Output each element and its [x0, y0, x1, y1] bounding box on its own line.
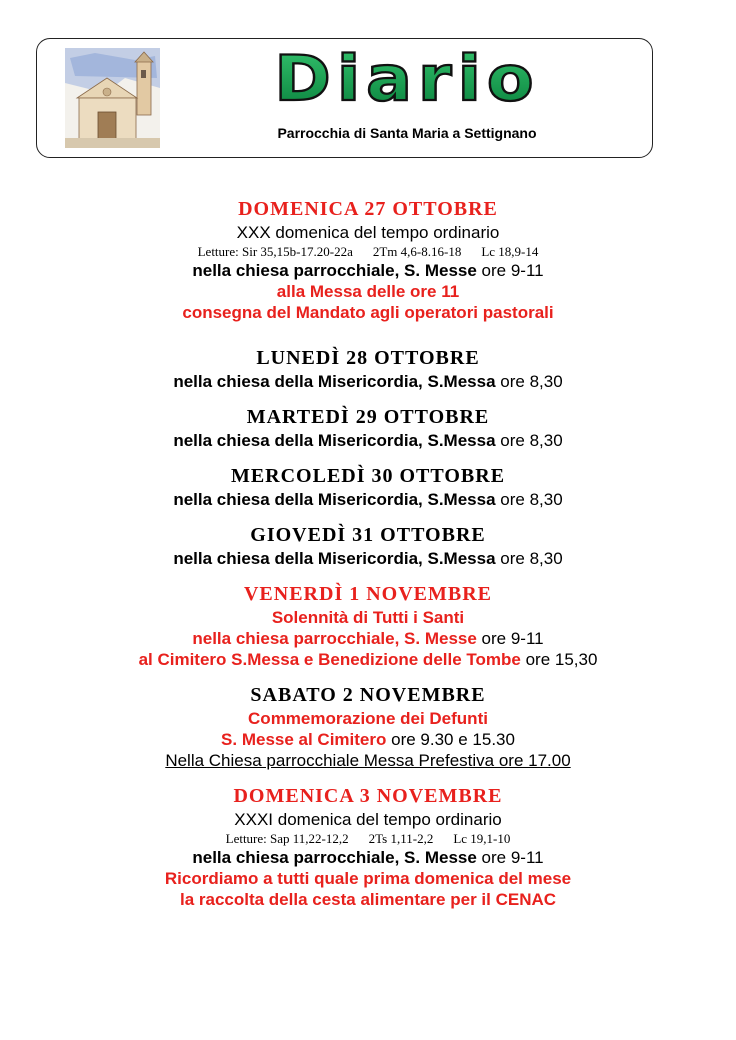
- day-title: GIOVEDÌ 31 OTTOBRE: [250, 524, 486, 546]
- day-block: [0, 682, 736, 771]
- day-title: LUNEDÌ 28 OTTOBRE: [256, 347, 480, 369]
- day-title: DOMENICA 3 NOVEMBRE: [233, 785, 503, 807]
- mass-line: nella chiesa della Misericordia, S.Messa ore 8,30: [173, 372, 563, 391]
- cemetery-line: al Cimitero S.Messa e Benedizione delle Tombe ore 15,30: [138, 650, 598, 669]
- day-block: [0, 463, 736, 510]
- note-line: la raccolta della cesta alimentare per il CENAC: [179, 890, 557, 909]
- schedule: [0, 196, 736, 922]
- prefestive-line: Nella Chiesa parrocchiale Messa Prefestiva ore 17.00: [165, 751, 571, 770]
- note-line: alla Messa delle ore 11: [276, 282, 460, 301]
- day-block: [0, 783, 736, 910]
- mass-line: nella chiesa parrocchiale, S. Messe ore 9-11: [192, 629, 544, 648]
- note-line: Ricordiamo a tutti quale prima domenica del mese: [164, 869, 572, 888]
- day-title: DOMENICA 27 OTTOBRE: [238, 198, 498, 220]
- mass-line: nella chiesa parrocchiale, S. Messe ore 9-11: [192, 261, 544, 280]
- day-block: [0, 404, 736, 451]
- day-title: SABATO 2 NOVEMBRE: [250, 684, 486, 706]
- header-box: [36, 38, 653, 158]
- parish-name: Parrocchia di Santa Maria a Settignano: [277, 125, 537, 141]
- feast-line: Solennità di Tutti i Santi: [271, 608, 465, 627]
- day-title: MERCOLEDÌ 30 OTTOBRE: [230, 465, 506, 487]
- day-title: MARTEDÌ 29 OTTOBRE: [246, 406, 490, 428]
- diario-logo-title: [187, 43, 627, 119]
- day-title: VENERDÌ 1 NOVEMBRE: [243, 583, 493, 605]
- mass-line: S. Messe al Cimitero ore 9.30 e 15.30: [221, 730, 515, 749]
- day-block: [0, 345, 736, 392]
- readings: Letture: Sir 35,15b-17.20-22a 2Tm 4,6-8.16-18 Lc 18,9-14: [197, 244, 539, 259]
- readings: Letture: Sap 11,22-12,2 2Ts 1,11-2,2 Lc 19,1-10: [225, 831, 511, 846]
- svg-text:Diario: Diario: [274, 43, 540, 116]
- mass-line: nella chiesa della Misericordia, S.Messa ore 8,30: [173, 431, 563, 450]
- day-block: [0, 581, 736, 670]
- mass-line: nella chiesa della Misericordia, S.Messa ore 8,30: [173, 490, 563, 509]
- mass-line: nella chiesa della Misericordia, S.Messa ore 8,30: [173, 549, 563, 568]
- liturgical-subtitle: XXXI domenica del tempo ordinario: [234, 810, 502, 829]
- church-illustration: [65, 48, 160, 148]
- mass-line: nella chiesa parrocchiale, S. Messe ore 9-11: [192, 848, 544, 867]
- note-line: consegna del Mandato agli operatori pastorali: [182, 303, 554, 322]
- day-block: [0, 196, 736, 323]
- feast-line: Commemorazione dei Defunti: [248, 709, 488, 728]
- liturgical-subtitle: XXX domenica del tempo ordinario: [236, 223, 500, 242]
- day-block: [0, 522, 736, 569]
